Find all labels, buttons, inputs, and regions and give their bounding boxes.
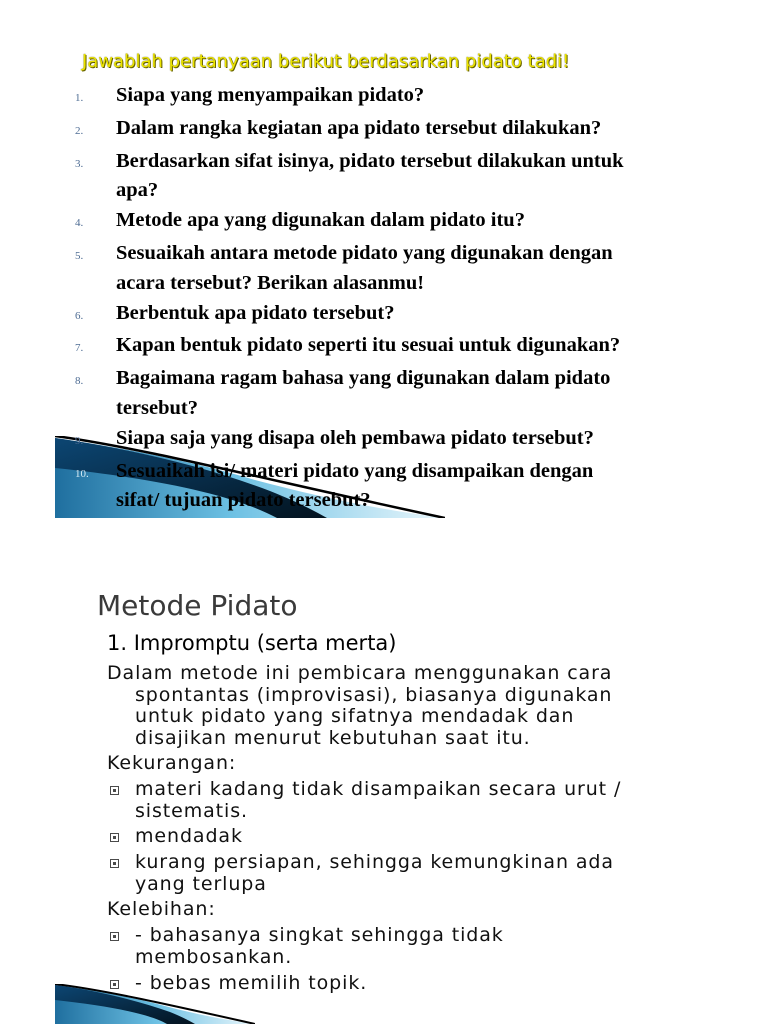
description-line: untuk pidato yang sifatnya mendadak dan	[135, 705, 575, 727]
description-line: spontantas (improvisasi), biasanya digunakan	[135, 683, 613, 706]
question-item	[75, 457, 715, 517]
square-bullet-icon	[110, 980, 119, 989]
question-number: 7.	[75, 342, 84, 355]
question-text	[116, 147, 624, 207]
bullet-line: membosankan.	[135, 945, 293, 968]
question-line: Sesuaikah isi/ materi pidato yang disampaikan dengan	[116, 459, 594, 482]
question-text	[116, 299, 394, 329]
slide-title: Jawablah pertanyaan berikut berdasarkan pidato tadi!	[82, 51, 570, 72]
bullet-text	[135, 826, 243, 848]
square-bullet-icon	[110, 932, 119, 941]
question-line: Kapan bentuk pidato seperti itu sesuai untuk digunakan?	[116, 334, 621, 357]
question-text	[116, 81, 424, 111]
question-number: 9.	[75, 434, 84, 447]
bullet-line: kurang persiapan, sehingga kemungkinan ada	[135, 851, 614, 874]
question-line: Siapa saja yang disapa oleh pembawa pidato tersebut?	[116, 426, 594, 449]
question-line: Berdasarkan sifat isinya, pidato tersebut dilakukan untuk	[116, 149, 624, 172]
bullet-text	[135, 852, 614, 895]
strengths-label: Kelebihan:	[107, 898, 216, 921]
question-item	[75, 299, 715, 332]
bullet-item	[107, 826, 727, 848]
question-line: acara tersebut? Berikan alasanmu!	[116, 271, 425, 294]
question-item	[75, 114, 715, 147]
question-number: 10.	[75, 467, 89, 480]
question-number: 1.	[75, 92, 84, 104]
question-item	[75, 424, 715, 457]
question-line: sifat/ tujuan pidato tersebut?	[116, 489, 371, 512]
question-line: Metode apa yang digunakan dalam pidato itu?	[116, 209, 525, 232]
question-item	[75, 81, 715, 114]
question-number: 6.	[75, 309, 84, 322]
square-bullet-icon	[110, 833, 119, 842]
description-paragraph	[107, 663, 727, 749]
question-number: 2.	[75, 124, 84, 137]
question-line: Bagaimana ragam bahasa yang digunakan dalam pidato	[116, 367, 611, 390]
question-item	[75, 147, 715, 207]
question-item	[75, 239, 715, 299]
bullet-line: - bebas memilih topik.	[135, 971, 368, 994]
question-line: Berbentuk apa pidato tersebut?	[116, 301, 395, 324]
section-heading: 1. Impromptu (serta merta)	[107, 631, 397, 655]
bullet-text	[135, 925, 504, 968]
question-line: Sesuaikah antara metode pidato yang digunakan dengan	[116, 241, 613, 264]
question-line: Dalam rangka kegiatan apa pidato tersebut dilakukan?	[116, 116, 602, 139]
description-line: disajikan menurut kebutuhan saat itu.	[135, 726, 531, 749]
slide-title: Metode Pidato	[97, 589, 298, 622]
question-number: 4.	[75, 217, 84, 230]
slide-body	[107, 663, 727, 994]
slide-metode-pidato	[0, 540, 768, 1024]
square-bullet-icon	[110, 786, 119, 795]
question-item	[75, 364, 715, 424]
bullet-line: mendadak	[135, 825, 243, 848]
question-line: Siapa yang menyampaikan pidato?	[116, 84, 425, 106]
question-item	[75, 206, 715, 239]
bullet-text	[135, 779, 621, 822]
bullet-item	[107, 852, 727, 895]
question-item	[75, 331, 715, 364]
bullet-line: sistematis.	[135, 799, 248, 822]
question-line: apa?	[116, 179, 159, 202]
question-line: tersebut?	[116, 396, 198, 419]
question-text	[116, 239, 613, 299]
question-text	[116, 114, 601, 144]
question-text	[116, 364, 610, 424]
question-text	[116, 457, 593, 517]
bullet-line: materi kadang tidak disampaikan secara urut /	[135, 778, 622, 801]
question-text	[116, 424, 594, 454]
square-bullet-icon	[110, 859, 119, 868]
description-line: Dalam metode ini pembicara menggunakan cara	[107, 662, 613, 684]
bullet-line: yang terlupa	[135, 872, 267, 895]
bullet-line: - bahasanya singkat sehingga tidak	[135, 924, 504, 947]
question-number: 3.	[75, 157, 84, 170]
question-number: 5.	[75, 249, 84, 262]
bullet-item	[107, 925, 727, 968]
bullet-text	[135, 973, 367, 995]
bullet-item	[107, 973, 727, 995]
question-list	[75, 81, 715, 516]
bullet-item	[107, 779, 727, 822]
question-number: 8.	[75, 375, 84, 388]
question-text	[116, 331, 620, 361]
weaknesses-label: Kekurangan:	[107, 752, 237, 775]
question-text	[116, 206, 525, 236]
